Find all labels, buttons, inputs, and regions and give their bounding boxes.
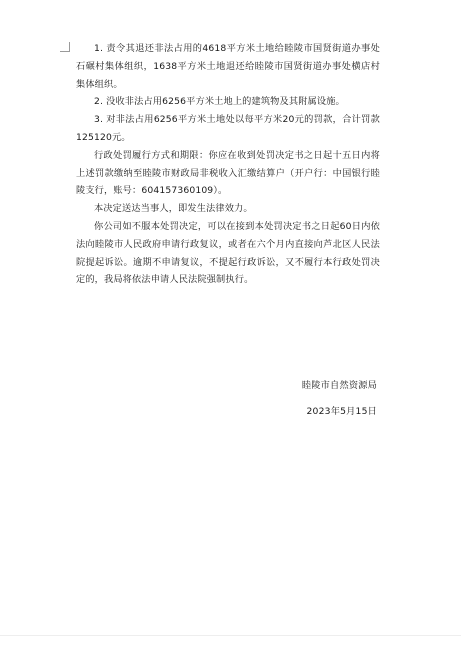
paragraph-item-1: 1. 责令其退还非法占用的4618平方米土地给睦陵市国贤街道办事处石碾村集体组织，1638平方米土地退还给睦陵市国贤街道办事处横店村集体组织。 bbox=[76, 43, 380, 90]
paragraph-effectiveness: 本决定送达当事人，即发生法律效力。 bbox=[94, 203, 253, 215]
page-bottom-edge bbox=[0, 635, 461, 636]
paragraph-appeal-rights: 你公司如不服本处罚决定，可以在接到本处罚决定书之日起60日内依法向睦陵市人民政府申请行政复议，或者在六个月内直接向芦北区人民法院提起诉讼。逾期不申请复议，不提起行政诉讼，又不履行本行政处罚决定的，我局将依法申请人民法院强制执行。 bbox=[76, 220, 380, 286]
margin-corner-mark bbox=[60, 42, 70, 52]
paragraph-payment-terms: 行政处罚履行方式和期限：你应在收到处罚决定书之日起十五日内将上述罚款缴纳至睦陵市财政局非税收入汇缴结算户（开户行：中国银行睦陵支行，账号：604157360109）。 bbox=[76, 149, 380, 197]
paragraph-item-2: 2. 没收非法占用6256平方米土地上的建筑物及其附属设施。 bbox=[94, 96, 345, 108]
signature-date: 2023年5月15日 bbox=[306, 406, 377, 417]
signature-organization: 睦陵市自然资源局 bbox=[301, 380, 377, 391]
document-body bbox=[76, 40, 380, 289]
paragraph-item-3: 3. 对非法占用6256平方米土地处以每平方米20元的罚款，合计罚款125120元。 bbox=[76, 114, 380, 143]
